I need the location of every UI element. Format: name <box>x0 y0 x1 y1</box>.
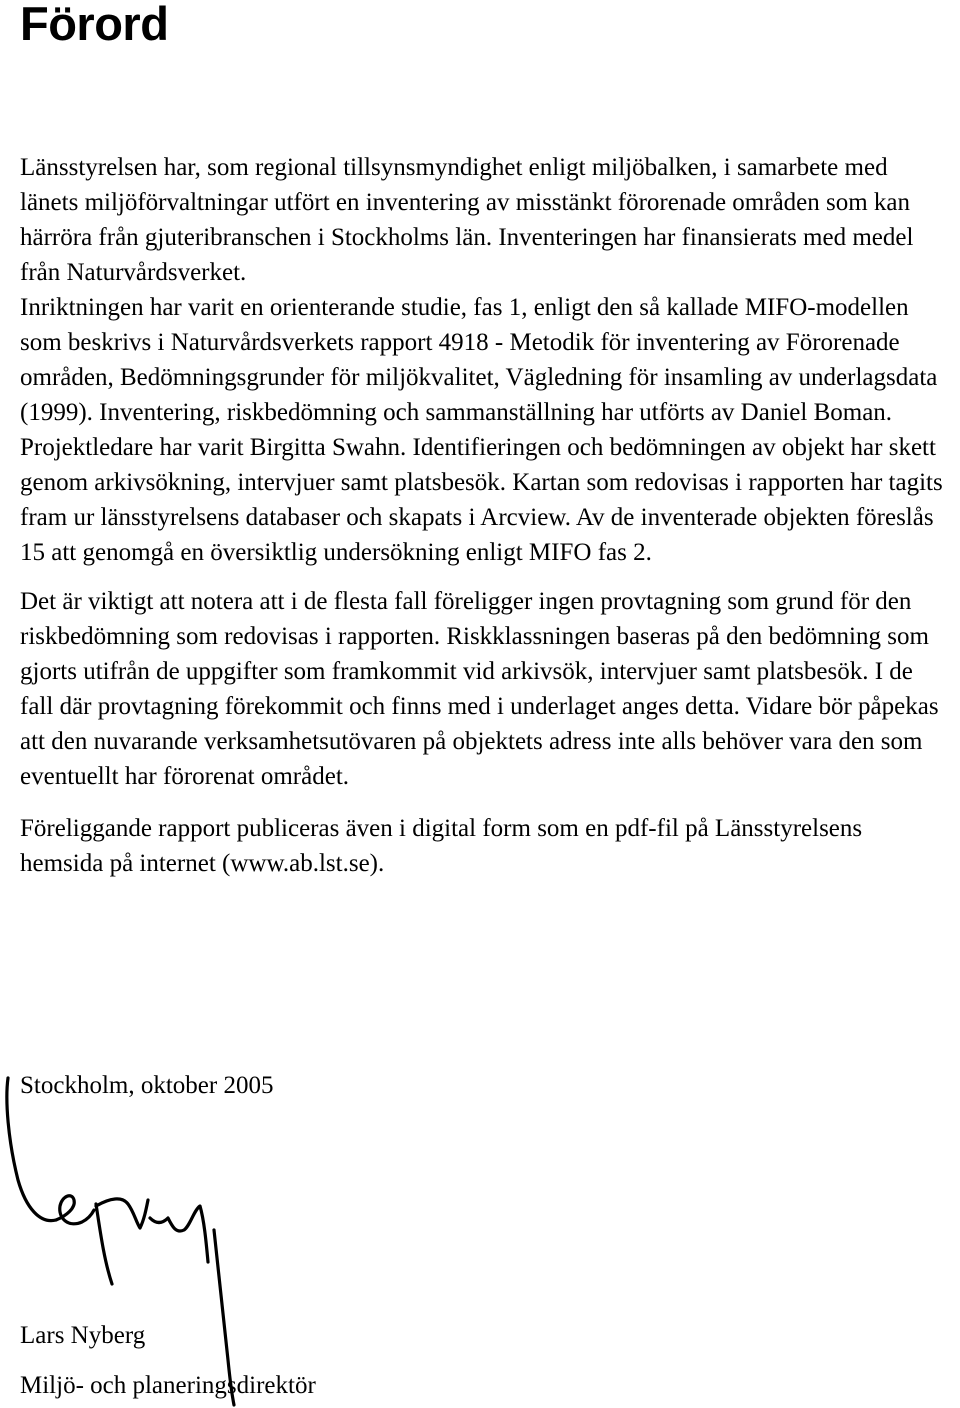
paragraph-method: Inriktningen har varit en orienterande studie, fas 1, enligt den så kallade MIFO-modellen som beskrivs i Naturvårdsverkets rapport 4918 - Metodik för inventering av Förorenade områden, Bedömningsgrunder för miljökvalitet, Vägledning för insamling av underlagsdata (1999). Inventering, riskbedömning och sammanställning har utförts av Daniel Boman. Projektledare har varit Birgitta Swahn. Identifieringen och bedömningen av objekt har skett genom arkivsökning, intervjuer samt platsbesök. Kartan som redovisas i rapporten har tagits fram ur länsstyrelsens databaser och skapats i Arcview. Av de inventerade objekten föreslås 15 att genomgå en översiktlig undersökning enligt MIFO fas 2. <box>20 294 943 566</box>
body-text <box>20 150 945 881</box>
signer-name: Lars Nyberg <box>20 1322 146 1349</box>
page-title: Förord <box>20 0 169 50</box>
paragraph-intro: Länsstyrelsen har, som regional tillsynsmyndighet enligt miljöbalken, i samarbete med länets miljöförvaltningar utfört en inventering av misstänkt förorenade områden som kan härröra från gjuteribranschen i Stockholms län. Inventeringen har finansierats med medel från Naturvårdsverket. <box>20 154 914 286</box>
place-date: Stockholm, oktober 2005 <box>20 1072 274 1099</box>
paragraph-publication: Föreliggande rapport publiceras även i digital form som en pdf-fil på Länsstyrelsens hemsida på internet (www.ab.lst.se). <box>20 815 863 877</box>
signer-title: Miljö- och planeringsdirektör <box>20 1372 316 1399</box>
handwritten-signature <box>0 1070 260 1408</box>
paragraph-note: Det är viktigt att notera att i de flesta fall föreligger ingen provtagning som grund för den riskbedömning som redovisas i rapporten. Riskklassningen baseras på den bedömning som gjorts utifrån de uppgifter som framkommit vid arkivsök, intervjuer samt platsbesök. I de fall där provtagning förekommit och finns med i underlaget anges detta. Vidare bör påpekas att den nuvarande verksamhetsutövaren på objektets adress inte alls behöver vara den som eventuellt har förorenat området. <box>20 588 939 790</box>
